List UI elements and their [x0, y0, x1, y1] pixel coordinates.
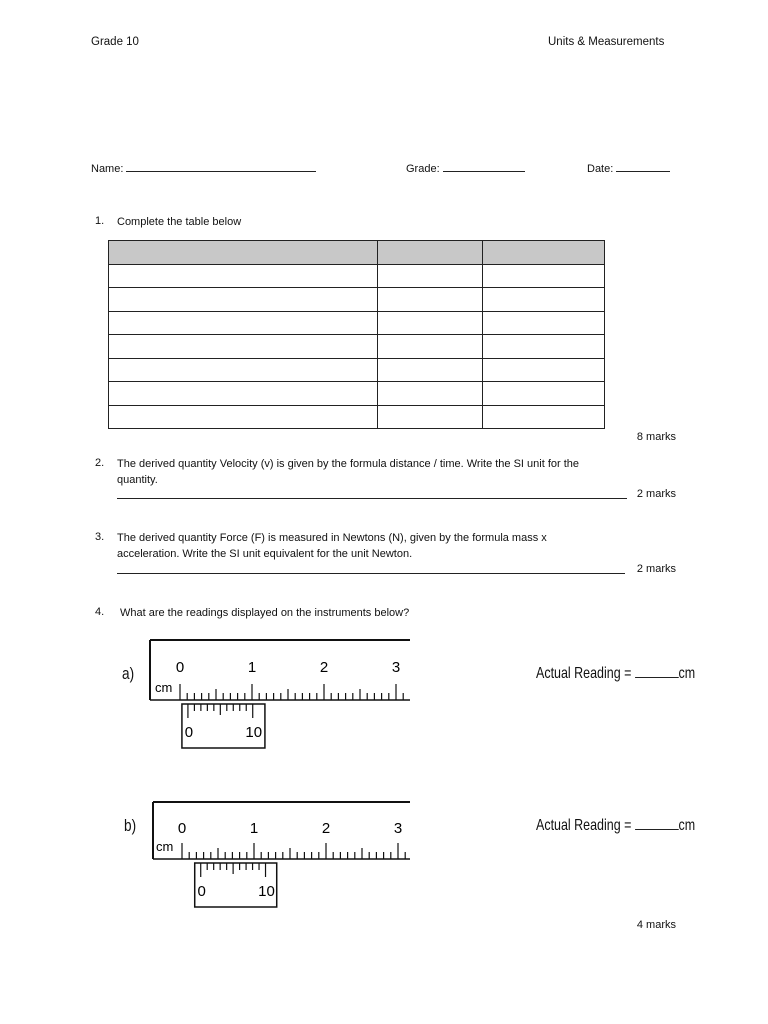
name-field[interactable] [91, 163, 316, 175]
table-row [109, 288, 605, 312]
reading-blank[interactable] [635, 829, 679, 830]
grade-field[interactable] [406, 163, 525, 175]
table-cell[interactable] [483, 358, 605, 382]
q4-text: What are the readings displayed on the instruments below? [120, 607, 410, 619]
table-cell[interactable] [378, 311, 483, 335]
name-blank[interactable] [126, 171, 316, 172]
table-cell[interactable] [483, 335, 605, 359]
q3-text [117, 531, 547, 562]
main-scale [150, 640, 410, 700]
date-label: Date: [587, 163, 614, 175]
vernier-scale [182, 704, 265, 748]
grade-label: Grade: [406, 163, 440, 175]
table-cell[interactable] [378, 335, 483, 359]
q1-table [108, 240, 605, 429]
reading-a[interactable] [536, 665, 695, 683]
reading-label: Actual Reading = [536, 817, 632, 834]
q4-number: 4. [95, 606, 105, 618]
table-cell[interactable] [109, 288, 378, 312]
q3-number: 3. [95, 531, 105, 543]
main-scale-number: 3 [391, 659, 401, 676]
table-row [109, 382, 605, 406]
reading-unit: cm [678, 665, 696, 682]
vernier-number: 10 [258, 883, 275, 900]
q2-marks: 2 marks [636, 488, 676, 500]
table-cell[interactable] [378, 405, 483, 429]
q4-marks: 4 marks [636, 919, 676, 931]
name-label: Name: [91, 163, 124, 175]
instrument-b-label: b) [124, 816, 137, 835]
table-header-cell [483, 241, 605, 265]
reading-b[interactable] [536, 817, 695, 835]
q2-number: 2. [95, 457, 105, 469]
table-cell[interactable] [109, 405, 378, 429]
table-header-cell [378, 241, 483, 265]
table-cell[interactable] [483, 288, 605, 312]
main-scale-number: 2 [319, 659, 329, 676]
table-header-row [109, 241, 605, 265]
vernier-scale [195, 863, 277, 907]
q3-text-line1: The derived quantity Force (F) is measured in Newtons (N), given by the formula mass x [117, 532, 547, 544]
date-blank[interactable] [616, 171, 670, 172]
table-cell[interactable] [483, 311, 605, 335]
table-cell[interactable] [483, 264, 605, 288]
main-scale-number: 1 [247, 659, 257, 676]
reading-blank[interactable] [635, 677, 679, 678]
q1-text: Complete the table below [117, 216, 242, 228]
table-cell[interactable] [109, 382, 378, 406]
table-row [109, 405, 605, 429]
table-cell[interactable] [109, 358, 378, 382]
main-scale-number: 0 [175, 659, 185, 676]
table-cell[interactable] [109, 335, 378, 359]
q1-number: 1. [95, 215, 105, 227]
table-row [109, 311, 605, 335]
instrument-a [118, 630, 703, 765]
grade-blank[interactable] [443, 171, 525, 172]
vernier-number: 0 [184, 724, 194, 741]
main-scale-unit: cm [155, 680, 173, 695]
q1-marks: 8 marks [636, 431, 676, 443]
main-scale-number: 3 [393, 820, 403, 837]
main-scale-number: 1 [249, 820, 259, 837]
table-cell[interactable] [378, 264, 483, 288]
table-row [109, 335, 605, 359]
table-cell[interactable] [378, 382, 483, 406]
table-cell[interactable] [378, 358, 483, 382]
table-cell[interactable] [378, 288, 483, 312]
instrument-b [118, 792, 703, 917]
q2-text-line2: quantity. [117, 473, 158, 486]
table-cell[interactable] [109, 311, 378, 335]
table-header-cell [109, 241, 378, 265]
vernier-caliper-a [118, 630, 418, 765]
q3-answer-line[interactable] [117, 563, 625, 574]
reading-label: Actual Reading = [536, 665, 632, 682]
q2-text-line1: The derived quantity Velocity (v) is given by the formula distance / time. Write the SI unit for the [117, 458, 580, 470]
q2-answer-line[interactable] [117, 488, 627, 499]
q3-text-line2: acceleration. Write the SI unit equivalent for the unit Newton. [117, 547, 413, 560]
main-scale-number: 2 [321, 820, 331, 837]
reading-unit: cm [678, 817, 696, 834]
vernier-number: 10 [245, 724, 263, 741]
main-scale-number: 0 [177, 820, 187, 837]
q2-text [117, 457, 579, 488]
table-row [109, 264, 605, 288]
table-cell[interactable] [109, 264, 378, 288]
main-scale-unit: cm [156, 839, 174, 854]
q3-marks: 2 marks [636, 563, 676, 575]
header-grade: Grade 10 [91, 36, 139, 48]
table-cell[interactable] [483, 405, 605, 429]
vernier-number: 0 [197, 883, 206, 900]
header-subject: Units & Measurements [548, 36, 665, 48]
table-cell[interactable] [483, 382, 605, 406]
instrument-a-label: a) [122, 664, 135, 683]
table-row [109, 358, 605, 382]
date-field[interactable] [587, 163, 670, 175]
main-scale [153, 802, 410, 859]
vernier-caliper-b [118, 792, 418, 917]
